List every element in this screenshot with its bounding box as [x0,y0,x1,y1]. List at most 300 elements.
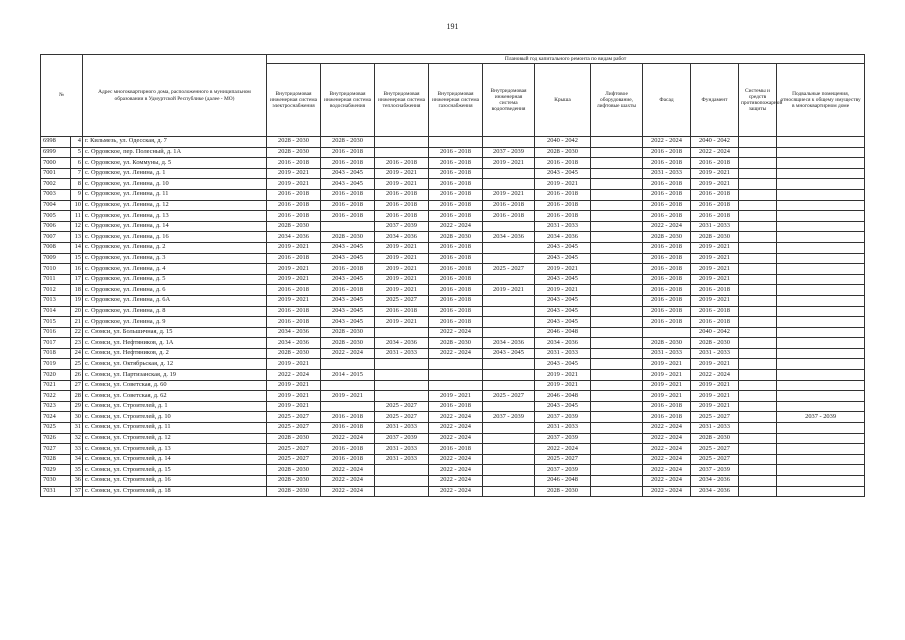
row-cell-9 [739,465,777,476]
row-cell-3: 2016 - 2018 [429,211,483,222]
row-cell-0: 2028 - 2030 [267,137,321,148]
row-cell-10 [777,370,865,381]
row-id: 6999 [41,147,71,158]
row-cell-3 [429,359,483,370]
row-address: с. Сюмси, ул. Октябрьская, д. 12 [83,359,267,370]
row-cell-2: 2037 - 2039 [375,221,429,232]
row-cell-9 [739,348,777,359]
row-cell-8: 2040 - 2042 [691,327,739,338]
row-cell-0: 2016 - 2018 [267,158,321,169]
header-work-2: Внутридомовая инженерная система теплоснабжения [375,64,429,137]
row-cell-1: 2016 - 2018 [321,412,375,423]
row-cell-1: 2043 - 2045 [321,306,375,317]
row-cell-10 [777,285,865,296]
row-cell-3: 2016 - 2018 [429,295,483,306]
table-row [41,391,865,402]
row-address: с. Ордовское, ул. Ленина, д. 4 [83,264,267,275]
row-id: 7020 [41,370,71,381]
row-id: 7026 [41,433,71,444]
row-cell-0: 2025 - 2027 [267,423,321,434]
row-id: 7009 [41,253,71,264]
row-cell-0: 2016 - 2018 [267,200,321,211]
row-cell-0: 2028 - 2030 [267,486,321,497]
row-cell-4: 2016 - 2018 [483,200,535,211]
row-cell-6 [591,179,643,190]
row-cell-9 [739,370,777,381]
row-id: 7022 [41,391,71,402]
page-number: 191 [446,22,459,31]
table-row [41,359,865,370]
row-cell-0: 2019 - 2021 [267,274,321,285]
row-cell-6 [591,486,643,497]
row-cell-10 [777,137,865,148]
row-cell-5: 2031 - 2033 [535,423,591,434]
table-row [41,242,865,253]
row-id: 7011 [41,274,71,285]
row-seq: 8 [71,179,83,190]
table-row [41,179,865,190]
header-work-5: Крыша [535,64,591,137]
row-cell-9 [739,253,777,264]
row-address: с. Сюмси, ул. Нефтяников, д. 2 [83,348,267,359]
row-cell-6 [591,359,643,370]
row-cell-0: 2022 - 2024 [267,370,321,381]
row-cell-3: 2022 - 2024 [429,221,483,232]
row-cell-5: 2046 - 2048 [535,327,591,338]
row-cell-0: 2028 - 2030 [267,147,321,158]
row-address: с. Ордовское, ул. Ленина, д. 3 [83,253,267,264]
row-address: с. Сюмси, ул. Строителей, д. 14 [83,454,267,465]
row-address: с. Сюмси, ул. Строителей, д. 16 [83,476,267,487]
row-id: 7002 [41,179,71,190]
row-cell-3: 2016 - 2018 [429,444,483,455]
row-id: 6998 [41,137,71,148]
row-seq: 29 [71,401,83,412]
row-cell-8: 2022 - 2024 [691,147,739,158]
row-cell-0: 2028 - 2030 [267,433,321,444]
row-cell-4 [483,380,535,391]
row-cell-8: 2031 - 2033 [691,348,739,359]
row-cell-1: 2019 - 2021 [321,391,375,402]
row-cell-1: 2043 - 2045 [321,317,375,328]
row-cell-0: 2016 - 2018 [267,189,321,200]
row-address: с. Ордовское, ул. Ленина, д. 8 [83,306,267,317]
row-seq: 10 [71,200,83,211]
row-cell-6 [591,189,643,200]
table-row [41,454,865,465]
row-cell-7: 2031 - 2033 [643,348,691,359]
row-cell-9 [739,391,777,402]
row-cell-4 [483,476,535,487]
row-cell-8: 2019 - 2021 [691,253,739,264]
row-cell-8: 2019 - 2021 [691,168,739,179]
row-cell-6 [591,423,643,434]
row-cell-9 [739,380,777,391]
table-row [41,168,865,179]
row-seq: 4 [71,137,83,148]
row-cell-6 [591,232,643,243]
row-cell-6 [591,274,643,285]
row-cell-0: 2019 - 2021 [267,264,321,275]
row-cell-4: 2016 - 2018 [483,211,535,222]
row-id: 7021 [41,380,71,391]
row-seq: 24 [71,348,83,359]
row-cell-2: 2019 - 2021 [375,317,429,328]
row-cell-9 [739,486,777,497]
row-cell-4 [483,433,535,444]
row-cell-0: 2028 - 2030 [267,348,321,359]
row-cell-9 [739,242,777,253]
row-cell-5: 2019 - 2021 [535,264,591,275]
row-address: с. Ордовское, ул. Ленина, д. 12 [83,200,267,211]
row-cell-10 [777,317,865,328]
row-cell-0: 2034 - 2036 [267,232,321,243]
row-cell-4 [483,486,535,497]
row-cell-0: 2016 - 2018 [267,285,321,296]
table-row [41,200,865,211]
row-cell-10 [777,306,865,317]
row-cell-3: 2022 - 2024 [429,465,483,476]
row-cell-2: 2019 - 2021 [375,285,429,296]
row-cell-10 [777,168,865,179]
row-seq: 20 [71,306,83,317]
table-row [41,380,865,391]
row-cell-3: 2016 - 2018 [429,253,483,264]
row-cell-6 [591,221,643,232]
row-seq: 31 [71,423,83,434]
row-cell-1 [321,221,375,232]
row-cell-3: 2016 - 2018 [429,189,483,200]
row-cell-0: 2016 - 2018 [267,211,321,222]
row-cell-2 [375,380,429,391]
row-cell-1: 2043 - 2045 [321,253,375,264]
row-cell-7: 2022 - 2024 [643,423,691,434]
table-row [41,327,865,338]
row-address: с. Сюмси, ул. Советская, д. 60 [83,380,267,391]
row-cell-6 [591,444,643,455]
row-cell-5: 2043 - 2045 [535,242,591,253]
table-row [41,476,865,487]
row-cell-0: 2028 - 2030 [267,465,321,476]
row-cell-4 [483,423,535,434]
row-cell-9 [739,147,777,158]
row-address: с. Сюмси, ул. Строителей, д. 12 [83,433,267,444]
row-cell-0: 2028 - 2030 [267,221,321,232]
table-row [41,295,865,306]
row-cell-8: 2016 - 2018 [691,306,739,317]
row-cell-6 [591,380,643,391]
row-seq: 17 [71,274,83,285]
row-cell-3 [429,370,483,381]
row-cell-0: 2025 - 2027 [267,412,321,423]
row-cell-4 [483,401,535,412]
row-cell-2: 2016 - 2018 [375,189,429,200]
header-work-6: Лифтовое оборудование, лифтовые шахты [591,64,643,137]
row-cell-2: 2031 - 2033 [375,444,429,455]
row-cell-2: 2019 - 2021 [375,179,429,190]
row-cell-1: 2016 - 2018 [321,444,375,455]
row-cell-5: 2037 - 2039 [535,412,591,423]
row-address: с. Сюмси, ул. Большичная, д. 15 [83,327,267,338]
row-cell-1: 2043 - 2045 [321,168,375,179]
row-cell-7: 2016 - 2018 [643,242,691,253]
row-cell-9 [739,454,777,465]
row-cell-6 [591,158,643,169]
row-cell-1: 2016 - 2018 [321,147,375,158]
row-cell-2: 2019 - 2021 [375,274,429,285]
row-id: 7029 [41,465,71,476]
row-cell-8: 2016 - 2018 [691,189,739,200]
row-cell-3: 2016 - 2018 [429,285,483,296]
row-cell-3: 2022 - 2024 [429,327,483,338]
row-cell-7: 2019 - 2021 [643,370,691,381]
row-cell-3: 2022 - 2024 [429,433,483,444]
row-cell-7: 2022 - 2024 [643,221,691,232]
row-id: 7019 [41,359,71,370]
row-cell-7: 2028 - 2030 [643,338,691,349]
row-cell-5: 2043 - 2045 [535,253,591,264]
row-cell-9 [739,433,777,444]
row-cell-10 [777,465,865,476]
row-cell-1: 2043 - 2045 [321,295,375,306]
row-seq: 21 [71,317,83,328]
row-address: с. Ордовское, ул. Ленина, д. 2 [83,242,267,253]
row-cell-0: 2019 - 2021 [267,359,321,370]
row-cell-3: 2022 - 2024 [429,476,483,487]
row-cell-8: 2034 - 2036 [691,486,739,497]
row-cell-0: 2034 - 2036 [267,338,321,349]
row-cell-3: 2016 - 2018 [429,147,483,158]
row-cell-7: 2016 - 2018 [643,295,691,306]
row-cell-7: 2016 - 2018 [643,200,691,211]
table-row [41,274,865,285]
row-cell-10 [777,274,865,285]
row-cell-5: 2040 - 2042 [535,137,591,148]
header-num: № [41,55,83,137]
row-cell-7: 2022 - 2024 [643,137,691,148]
row-id: 7024 [41,412,71,423]
row-cell-9 [739,179,777,190]
row-seq: 28 [71,391,83,402]
row-cell-0: 2028 - 2030 [267,476,321,487]
row-cell-1: 2022 - 2024 [321,486,375,497]
row-cell-3: 2022 - 2024 [429,454,483,465]
row-cell-6 [591,327,643,338]
row-cell-2: 2031 - 2033 [375,454,429,465]
row-cell-4: 2019 - 2021 [483,158,535,169]
row-cell-10 [777,454,865,465]
row-cell-10 [777,179,865,190]
row-seq: 7 [71,168,83,179]
table-row [41,137,865,148]
row-cell-5: 2043 - 2045 [535,306,591,317]
row-cell-8: 2019 - 2021 [691,401,739,412]
row-cell-5: 2046 - 2048 [535,391,591,402]
row-cell-1: 2016 - 2018 [321,200,375,211]
row-address: с. Сюмси, ул. Строителей, д. 1 [83,401,267,412]
row-cell-6 [591,253,643,264]
row-cell-1: 2022 - 2024 [321,465,375,476]
row-cell-4 [483,465,535,476]
row-cell-4 [483,454,535,465]
row-cell-3: 2016 - 2018 [429,401,483,412]
row-cell-5: 2043 - 2045 [535,295,591,306]
row-cell-1: 2016 - 2018 [321,158,375,169]
row-cell-7: 2019 - 2021 [643,380,691,391]
row-id: 7012 [41,285,71,296]
row-cell-1: 2028 - 2030 [321,137,375,148]
row-id: 7030 [41,476,71,487]
row-cell-8: 2019 - 2021 [691,391,739,402]
row-cell-4: 2034 - 2036 [483,232,535,243]
row-seq: 19 [71,295,83,306]
row-cell-5: 2019 - 2021 [535,179,591,190]
row-cell-9 [739,158,777,169]
row-seq: 11 [71,211,83,222]
row-id: 7017 [41,338,71,349]
row-cell-8: 2019 - 2021 [691,179,739,190]
row-cell-2: 2019 - 2021 [375,264,429,275]
capital-repair-table [40,54,865,497]
row-cell-1: 2022 - 2024 [321,433,375,444]
row-seq: 35 [71,465,83,476]
row-cell-10 [777,200,865,211]
table-row [41,444,865,455]
row-cell-2 [375,391,429,402]
row-cell-3: 2016 - 2018 [429,200,483,211]
row-cell-10 [777,147,865,158]
row-id: 7027 [41,444,71,455]
row-cell-3: 2022 - 2024 [429,486,483,497]
row-cell-5: 2043 - 2045 [535,401,591,412]
row-cell-6 [591,137,643,148]
row-id: 7010 [41,264,71,275]
row-address: с. Ордовское, ул. Ленина, д. 13 [83,211,267,222]
row-cell-6 [591,454,643,465]
row-cell-8: 2019 - 2021 [691,295,739,306]
row-id: 7007 [41,232,71,243]
header-work-7: Фасад [643,64,691,137]
row-cell-5: 2019 - 2021 [535,380,591,391]
header-group-title: Плановый год капитального ремонта по видам работ [267,55,865,64]
row-seq: 23 [71,338,83,349]
row-cell-4 [483,444,535,455]
row-cell-9 [739,200,777,211]
row-cell-2: 2019 - 2021 [375,242,429,253]
row-seq: 13 [71,232,83,243]
row-address: с. Сюмси, ул. Нефтяников, д. 1А [83,338,267,349]
row-cell-10 [777,253,865,264]
row-cell-8: 2016 - 2018 [691,317,739,328]
row-cell-8: 2025 - 2027 [691,444,739,455]
row-cell-7: 2016 - 2018 [643,179,691,190]
row-cell-6 [591,147,643,158]
row-cell-6 [591,306,643,317]
row-cell-0: 2019 - 2021 [267,295,321,306]
row-cell-10 [777,486,865,497]
row-cell-6 [591,285,643,296]
row-cell-10 [777,401,865,412]
row-cell-7: 2016 - 2018 [643,264,691,275]
row-cell-8: 2034 - 2036 [691,476,739,487]
row-cell-10 [777,264,865,275]
row-cell-10 [777,380,865,391]
row-cell-4 [483,295,535,306]
row-cell-10 [777,444,865,455]
row-cell-8: 2019 - 2021 [691,264,739,275]
row-cell-7: 2019 - 2021 [643,359,691,370]
row-cell-8: 2016 - 2018 [691,285,739,296]
row-cell-9 [739,295,777,306]
row-cell-9 [739,264,777,275]
row-id: 7005 [41,211,71,222]
header-work-0: Внутридомовая инженерная система электроснабжения [267,64,321,137]
header-work-4: Внутридомовая инженерная система водоотведения [483,64,535,137]
row-id: 7028 [41,454,71,465]
row-cell-6 [591,168,643,179]
row-address: г. Кильмезь, ул. Одесская, д. 7 [83,137,267,148]
row-cell-10 [777,423,865,434]
row-cell-0: 2019 - 2021 [267,391,321,402]
row-cell-5: 2043 - 2045 [535,317,591,328]
row-cell-3: 2022 - 2024 [429,423,483,434]
row-cell-10 [777,221,865,232]
row-cell-7: 2016 - 2018 [643,253,691,264]
row-cell-5: 2016 - 2018 [535,189,591,200]
row-cell-1 [321,359,375,370]
row-cell-7: 2022 - 2024 [643,476,691,487]
row-cell-5: 2031 - 2033 [535,221,591,232]
row-cell-8: 2031 - 2033 [691,221,739,232]
row-address: с. Ордовское, ул. Ленина, д. 6 [83,285,267,296]
row-address: с. Сюмси, ул. Советская, д. 62 [83,391,267,402]
row-id: 7003 [41,189,71,200]
table-row [41,370,865,381]
row-cell-5: 2046 - 2048 [535,476,591,487]
row-cell-2: 2025 - 2027 [375,295,429,306]
row-seq: 25 [71,359,83,370]
row-cell-5: 2034 - 2036 [535,338,591,349]
row-cell-4 [483,274,535,285]
row-cell-4 [483,359,535,370]
row-cell-1: 2028 - 2030 [321,338,375,349]
row-cell-6 [591,211,643,222]
row-id: 7031 [41,486,71,497]
row-cell-4: 2025 - 2027 [483,264,535,275]
row-address: с. Сюмси, ул. Строителей, д. 13 [83,444,267,455]
table-row [41,253,865,264]
row-cell-10 [777,338,865,349]
row-seq: 15 [71,253,83,264]
row-cell-1: 2022 - 2024 [321,476,375,487]
row-cell-4: 2043 - 2045 [483,348,535,359]
row-address: с. Ордовское, ул. Ленина, д. 16 [83,232,267,243]
row-cell-3: 2016 - 2018 [429,179,483,190]
row-cell-5: 2025 - 2027 [535,454,591,465]
row-cell-7: 2016 - 2018 [643,317,691,328]
row-cell-5: 2043 - 2045 [535,168,591,179]
row-seq: 30 [71,412,83,423]
row-cell-0: 2034 - 2036 [267,327,321,338]
row-id: 7013 [41,295,71,306]
row-cell-4: 2025 - 2027 [483,391,535,402]
row-cell-3: 2016 - 2018 [429,264,483,275]
header-work-9: Системы и средств противопожарной защиты [739,64,777,137]
table-row [41,158,865,169]
row-cell-1: 2016 - 2018 [321,211,375,222]
row-cell-3 [429,380,483,391]
row-cell-3 [429,137,483,148]
